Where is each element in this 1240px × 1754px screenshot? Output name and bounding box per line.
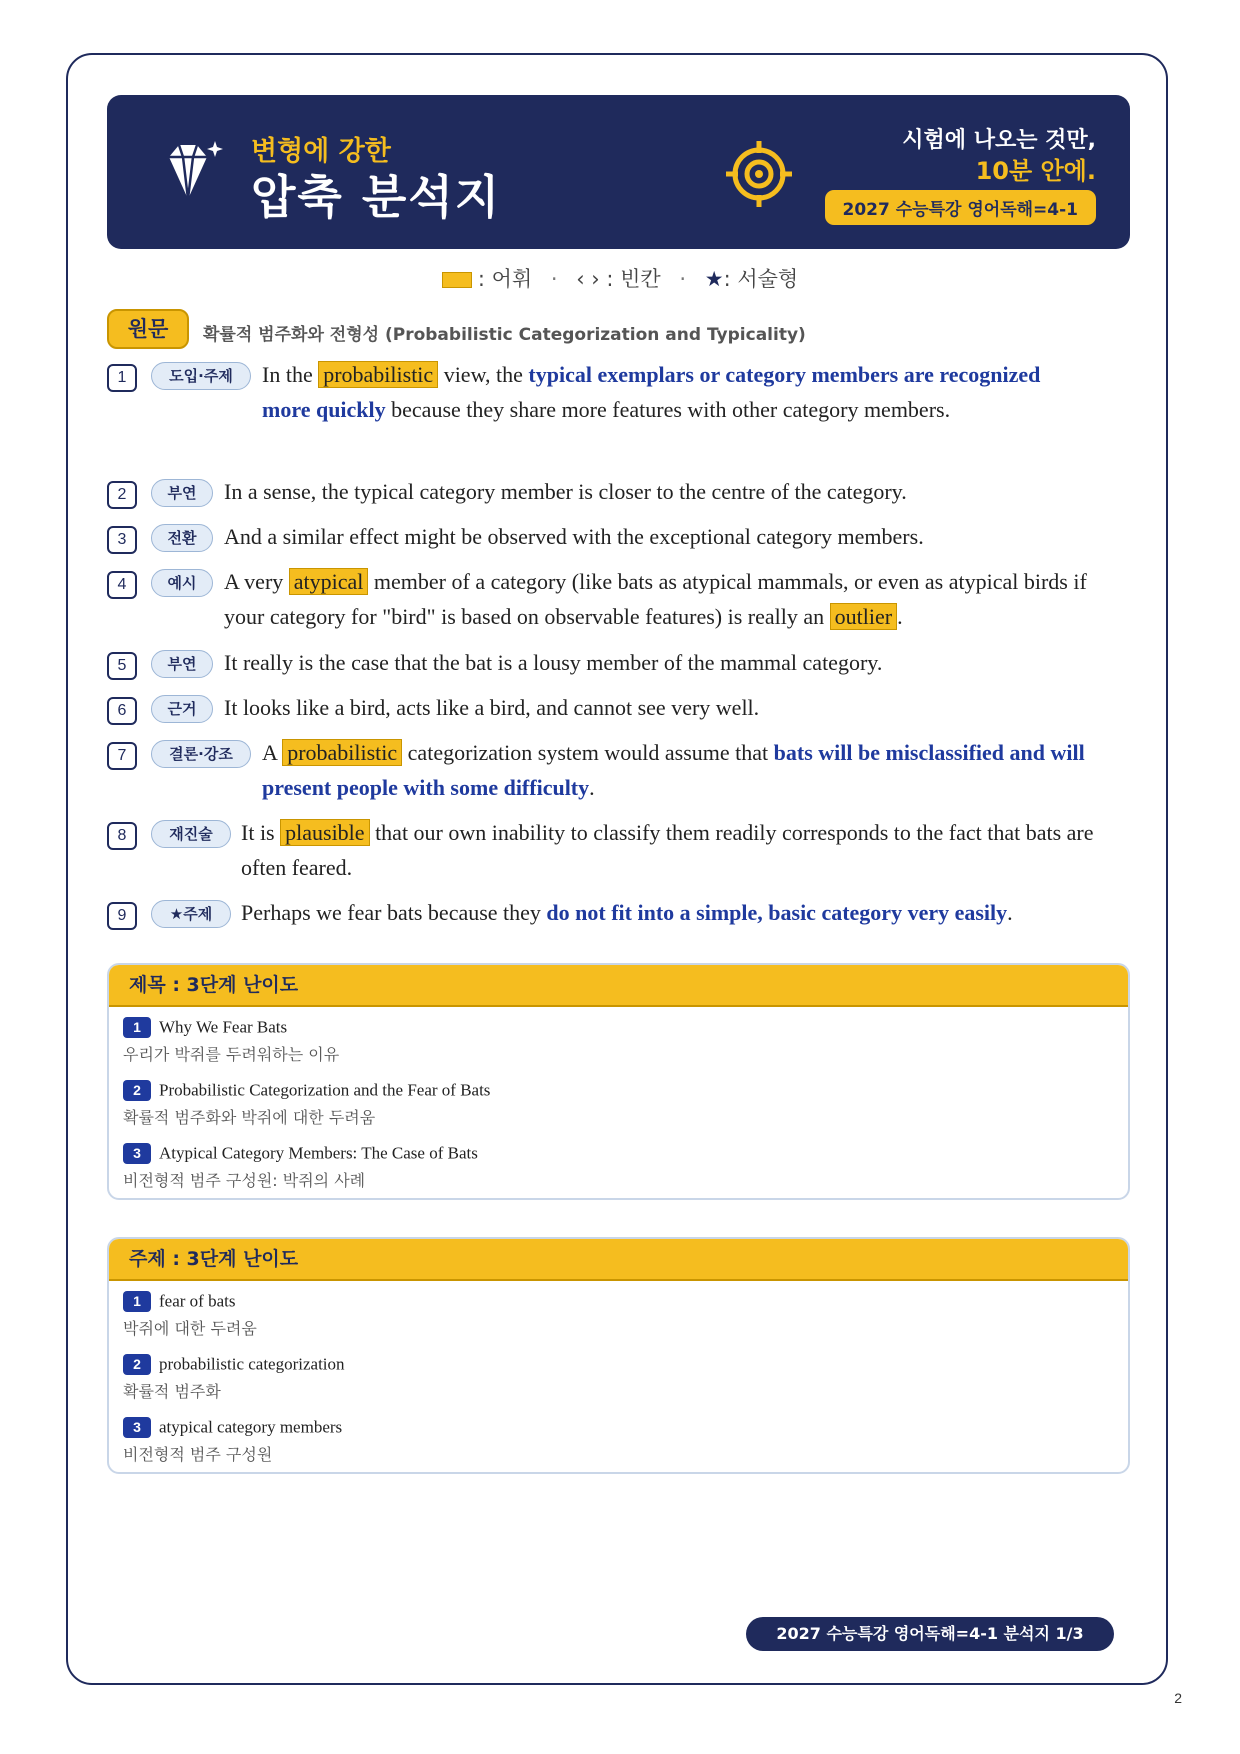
sentence-tag: 전환 — [151, 524, 213, 552]
item-english: fear of bats — [159, 1291, 236, 1311]
vocab-swatch-icon — [442, 272, 472, 288]
footer-badge: 2027 수능특강 영어독해=4-1 분석지 1/3 — [746, 1617, 1114, 1651]
target-icon — [724, 139, 794, 209]
sentence-number: 4 — [107, 571, 137, 599]
list-item — [123, 1354, 345, 1402]
item-english: Why We Fear Bats — [159, 1017, 288, 1037]
title-box — [107, 963, 1130, 1200]
key-phrase: typical exemplars or category members are recognized more quickly — [262, 362, 1041, 422]
sentence-number: 9 — [107, 902, 137, 930]
sentence-number: 8 — [107, 822, 137, 850]
original-title: 확률적 범주화와 전형성 (Probabilistic Categorization and Typicality) — [203, 325, 806, 345]
sentence-text: A probabilistic categorization system would assume that bats will be misclassified and will present people with some difficulty. — [262, 740, 1085, 800]
sentence-number: 3 — [107, 526, 137, 554]
sentence-text: In the probabilistic view, the typical exemplars or category members are recognized more quickly because they share more features with other category members. — [262, 362, 1041, 422]
legend-separator: · — [679, 267, 687, 291]
key-phrase: bats will be misclassified and will present people with some difficulty — [262, 740, 1085, 800]
header-banner — [107, 95, 1130, 249]
item-number: 1 — [123, 1017, 151, 1038]
sentence-text: It looks like a bird, acts like a bird, and cannot see very well. — [224, 695, 760, 720]
diamond-icon — [157, 137, 227, 207]
sentence-tag: 부연 — [151, 650, 213, 678]
item-number: 2 — [123, 1354, 151, 1375]
sentence-tag: 재진술 — [151, 820, 231, 848]
sentence-text: It is plausible that our own inability to classify them readily corresponds to the fact that bats are often feared. — [241, 820, 1094, 880]
legend-separator: · — [550, 267, 558, 291]
vocab-highlight: atypical — [289, 568, 369, 595]
item-korean: 우리가 박쥐를 두려워하는 이유 — [123, 1045, 340, 1064]
vocab-highlight: probabilistic — [318, 361, 438, 388]
legend-blank: ‹ › : 빈칸 — [576, 267, 661, 291]
sentence-text: A very atypical member of a category (like bats as atypical mammals, or even as atypical birds if your category for "bird" is based on observable features) is really an outlier . — [224, 569, 1087, 629]
sentence-tag: 도입·주제 — [151, 362, 251, 390]
item-english: atypical category members — [159, 1417, 343, 1437]
header-title: 압축 분석지 — [251, 170, 502, 224]
item-korean: 박쥐에 대한 두려움 — [123, 1319, 257, 1338]
vocab-highlight: probabilistic — [282, 739, 402, 766]
vocab-highlight: outlier — [830, 603, 897, 630]
sentence-number: 7 — [107, 742, 137, 770]
header-subtitle: 변형에 강한 — [251, 136, 391, 167]
original-label: 원문 — [107, 309, 189, 349]
sentence-text: Perhaps we fear bats because they do not fit into a simple, basic category very easily. — [241, 900, 1013, 925]
vocab-highlight: plausible — [280, 819, 369, 846]
item-korean: 비전형적 범주 구성원: 박쥐의 사례 — [123, 1171, 366, 1190]
sentence-tag: 예시 — [151, 569, 213, 597]
star-icon: ★ — [704, 267, 724, 291]
key-phrase: do not fit into a simple, basic category very easily — [546, 900, 1008, 925]
page-number: 2 — [1174, 1690, 1182, 1706]
header-tagline-2: 10분 안에. — [975, 157, 1096, 185]
item-korean: 비전형적 범주 구성원 — [123, 1445, 273, 1464]
item-number: 3 — [123, 1143, 151, 1164]
legend-essay: : 서술형 — [723, 267, 799, 291]
topic-box — [107, 1237, 1130, 1474]
item-number: 2 — [123, 1080, 151, 1101]
sentence-number: 2 — [107, 481, 137, 509]
header-tagline-1: 시험에 나오는 것만, — [902, 128, 1096, 153]
list-item — [123, 1143, 478, 1191]
sentence-tag: 근거 — [151, 695, 213, 723]
header-course-badge: 2027 수능특강 영어독해=4-1 — [825, 190, 1096, 225]
item-korean: 확률적 범주화 — [123, 1382, 221, 1401]
title-box-heading: 제목 : 3단계 난이도 — [109, 965, 1128, 1007]
sentence-text: In a sense, the typical category member is closer to the centre of the category. — [224, 479, 907, 504]
sentence-text: It really is the case that the bat is a lousy member of the mammal category. — [224, 650, 883, 675]
item-english: Atypical Category Members: The Case of Bats — [159, 1143, 478, 1163]
sentence-tag: 부연 — [151, 479, 213, 507]
sentence-tag: ★주제 — [151, 900, 231, 928]
sentence-text: And a similar effect might be observed with the exceptional category members. — [224, 524, 924, 549]
sentence-tag: 결론·강조 — [151, 740, 251, 768]
sentence-number: 6 — [107, 697, 137, 725]
item-korean: 확률적 범주화와 박쥐에 대한 두려움 — [123, 1108, 376, 1127]
legend-vocab: : 어휘 — [477, 267, 533, 291]
list-item — [123, 1417, 342, 1465]
item-number: 1 — [123, 1291, 151, 1312]
legend — [0, 263, 1240, 293]
list-item — [123, 1017, 339, 1065]
sentence-number: 1 — [107, 364, 137, 392]
item-english: Probabilistic Categorization and the Fear of Bats — [159, 1080, 491, 1100]
list-item — [123, 1291, 257, 1339]
item-english: probabilistic categorization — [159, 1354, 345, 1374]
list-item — [123, 1080, 490, 1128]
sentence-number: 5 — [107, 652, 137, 680]
item-number: 3 — [123, 1417, 151, 1438]
topic-box-heading: 주제 : 3단계 난이도 — [109, 1239, 1128, 1281]
